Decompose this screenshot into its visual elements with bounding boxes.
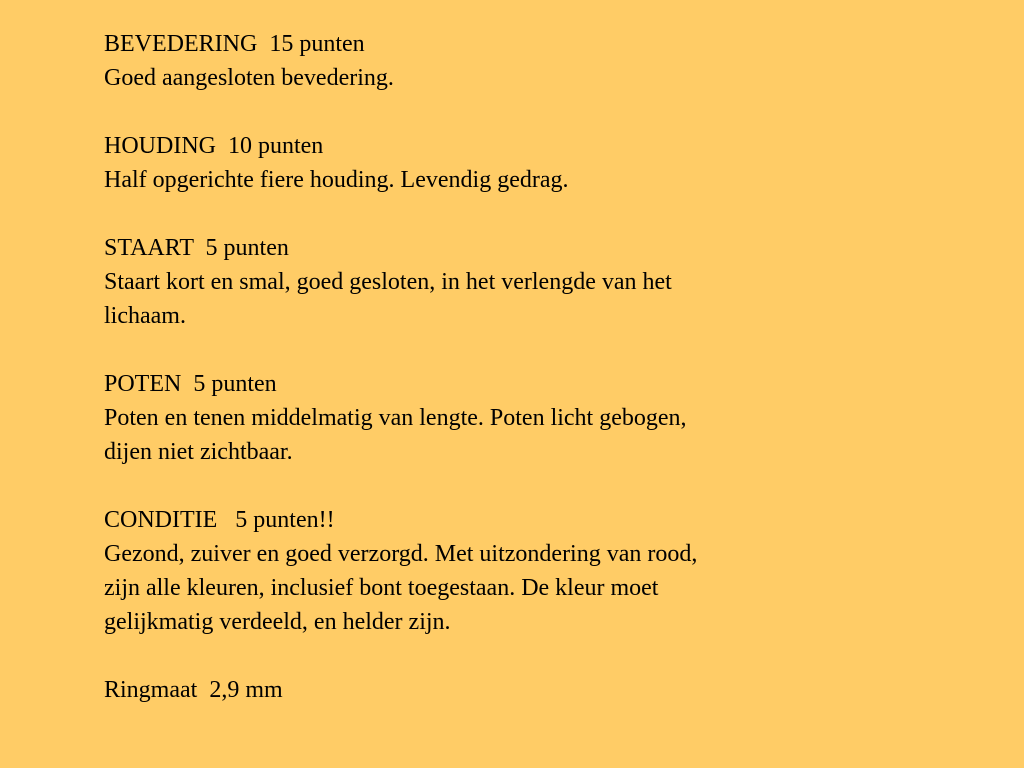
section-description-line: dijen niet zichtbaar. <box>104 439 293 465</box>
ringmaat-text: Ringmaat 2,9 mm <box>104 677 283 703</box>
section-description-line: gelijkmatig verdeeld, en helder zijn. <box>104 609 451 635</box>
section-bevedering <box>104 27 864 95</box>
section-description-line: Gezond, zuiver en goed verzorgd. Met uitzondering van rood, <box>104 541 698 567</box>
section-conditie <box>104 503 864 639</box>
section-description-line: Staart kort en smal, goed gesloten, in het verlengde van het <box>104 269 672 295</box>
section-heading: STAART 5 punten <box>104 235 289 261</box>
section-heading: CONDITIE 5 punten!! <box>104 507 335 533</box>
slide-content <box>104 27 864 707</box>
section-heading: HOUDING 10 punten <box>104 133 324 159</box>
section-description-line: zijn alle kleuren, inclusief bont toegestaan. De kleur moet <box>104 575 659 601</box>
section-poten <box>104 367 864 469</box>
section-houding <box>104 129 864 197</box>
section-heading: BEVEDERING 15 punten <box>104 31 365 57</box>
section-staart <box>104 231 864 333</box>
section-description-line: Goed aangesloten bevedering. <box>104 65 394 91</box>
section-description-line: Half opgerichte fiere houding. Levendig gedrag. <box>104 167 569 193</box>
section-description-line: lichaam. <box>104 303 186 329</box>
section-heading: POTEN 5 punten <box>104 371 277 397</box>
section-description-line: Poten en tenen middelmatig van lengte. Poten licht gebogen, <box>104 405 687 431</box>
section-ringmaat <box>104 673 864 707</box>
